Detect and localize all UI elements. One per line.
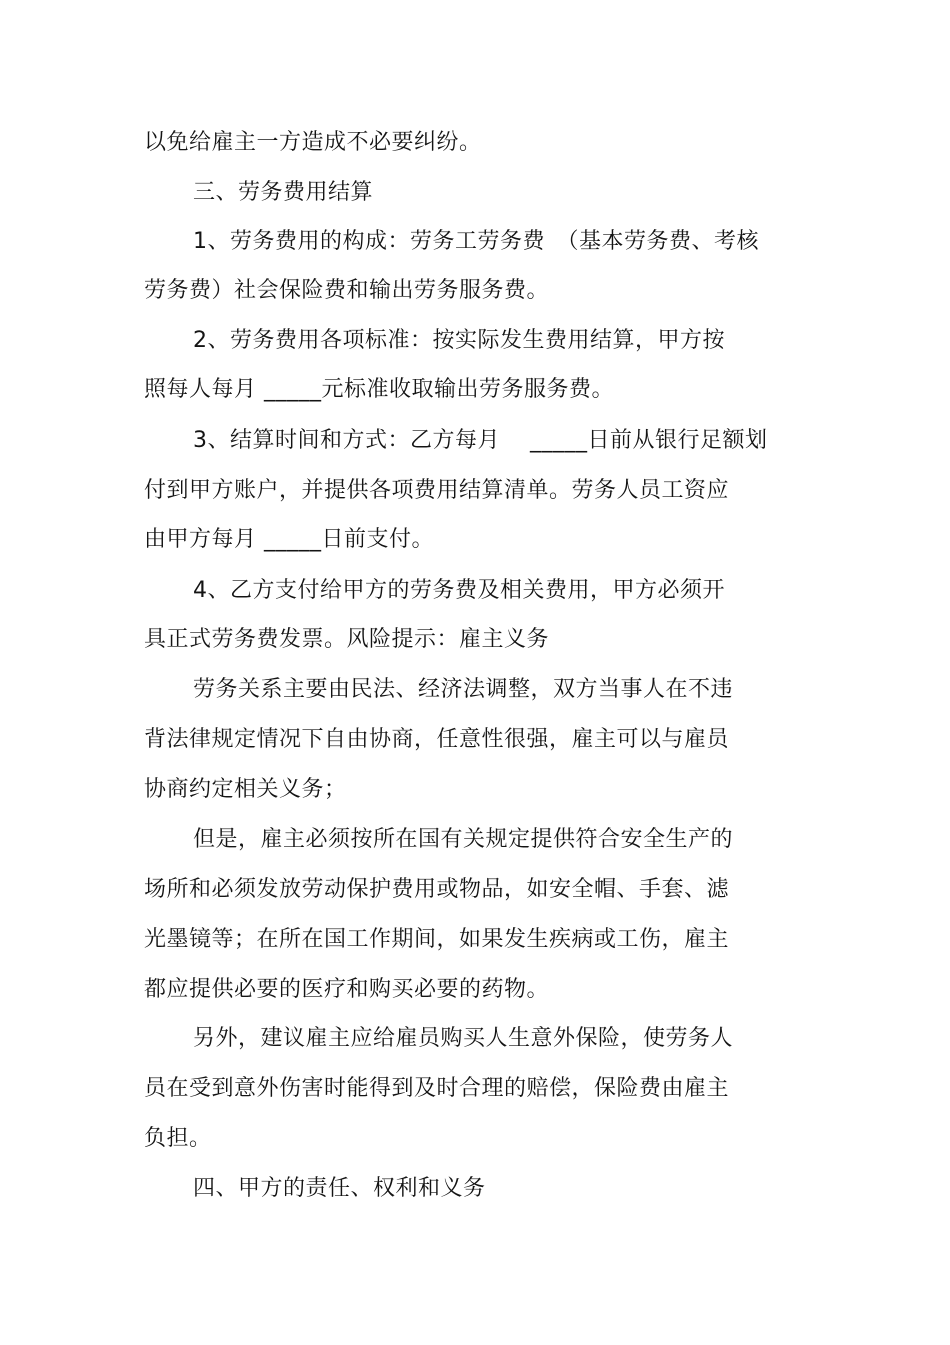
paragraph-line: 劳务关系主要由民法、经济法调整，双方当事人在不违 [193, 677, 734, 702]
paragraph-line: 4、乙方支付给甲方的劳务费及相关费用，甲方必须开 [193, 578, 725, 603]
section-heading: 三、劳务费用结算 [193, 180, 374, 205]
paragraph-line: 光墨镜等；在所在国工作期间，如果发生疾病或工伤，雇主 [144, 927, 730, 952]
paragraph-line: 协商约定相关义务； [144, 777, 347, 802]
paragraph-line: 2、劳务费用各项标准：按实际发生费用结算，甲方按 [193, 328, 725, 353]
paragraph-line: 劳务费）社会保险费和输出劳务服务费。 [144, 278, 550, 303]
paragraph-line: 具正式劳务费发票。风险提示：雇主义务 [144, 627, 550, 652]
paragraph-line: 以免给雇主一方造成不必要纠纷。 [144, 130, 482, 155]
paragraph-line: 但是，雇主必须按所在国有关规定提供符合安全生产的 [193, 827, 734, 852]
paragraph-line: 照每人每月 _____元标准收取输出劳务服务费。 [144, 377, 614, 402]
section-heading: 四、甲方的责任、权利和义务 [193, 1176, 486, 1201]
paragraph-line: 背法律规定情况下自由协商，任意性很强，雇主可以与雇员 [144, 727, 730, 752]
paragraph-line: 场所和必须发放劳动保护费用或物品，如安全帽、手套、滤 [144, 877, 730, 902]
paragraph-line: 3、结算时间和方式：乙方每月 _____日前从银行足额划 [193, 428, 768, 453]
paragraph-line: 1、劳务费用的构成：劳务工劳务费 （基本劳务费、考核 [193, 229, 759, 254]
paragraph-line: 员在受到意外伤害时能得到及时合理的赔偿，保险费由雇主 [144, 1076, 730, 1101]
paragraph-line: 都应提供必要的医疗和购买必要的药物。 [144, 977, 550, 1002]
paragraph-line: 另外，建议雇主应给雇员购买人生意外保险，使劳务人 [193, 1026, 734, 1051]
paragraph-line: 由甲方每月 _____日前支付。 [144, 527, 434, 552]
paragraph-line: 付到甲方账户，并提供各项费用结算清单。劳务人员工资应 [144, 478, 730, 503]
paragraph-line: 负担。 [144, 1126, 212, 1151]
